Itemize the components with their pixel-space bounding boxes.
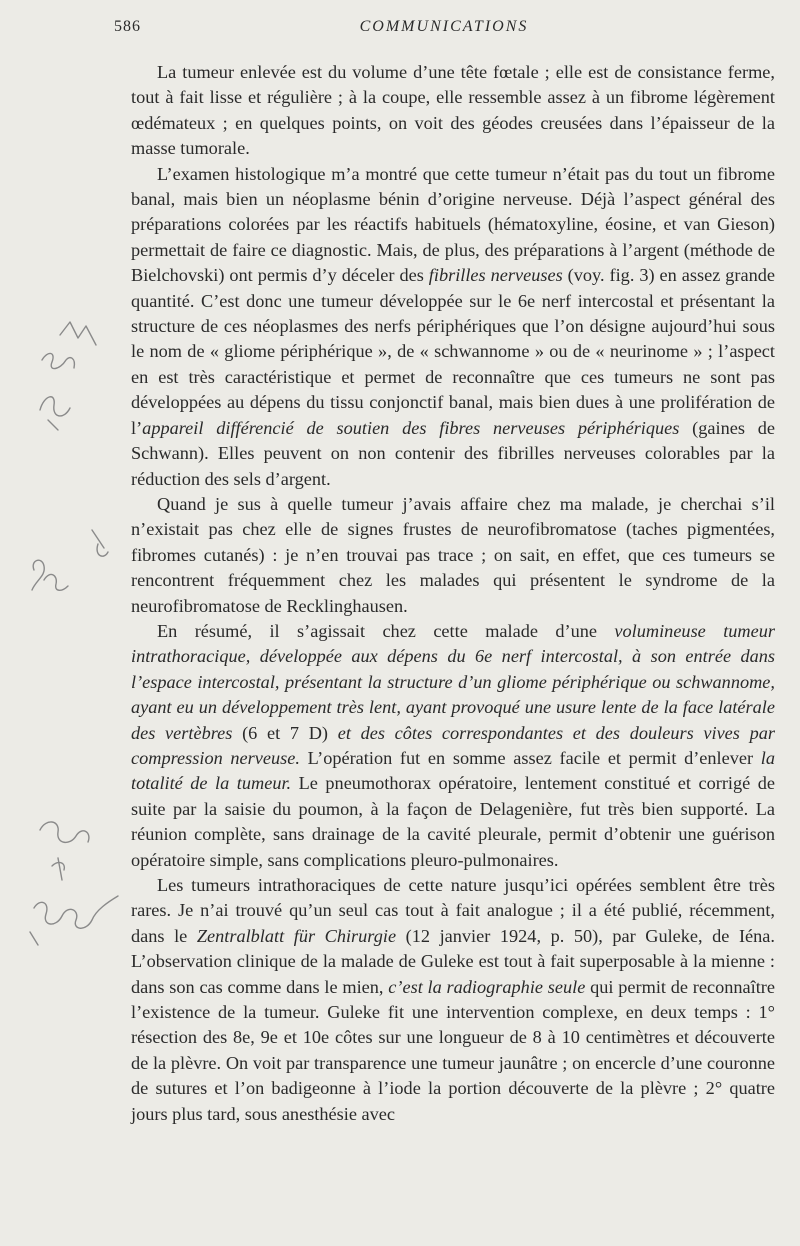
text-run: L’opération fut en somme assez facile et permit d’enlever [299,747,761,768]
text-run: L’examen histologique m’a montré que cette tumeur n’était pas du tout un fibrome banal, mais bien un néoplasme bénin d’origine nerveuse. Déjà l’aspect général des préparations colorées par les réactifs habituels (hématoxyline, éosine, et van Gieson) permettait de faire ce diagnostic. Mais, de plus, des préparations à l’argent (méthode de Bielchovski) ont permis d’y déceler des [131,163,775,286]
paragraph [131,60,775,162]
paragraph [131,619,775,873]
paragraph [131,162,775,492]
pencil-scribble [34,896,118,928]
italic-run: la totalité de la tumeur. [131,747,776,794]
pencil-scribble [30,932,38,945]
body-text [131,60,775,1127]
text-run: (6 et 7 D) [232,722,338,743]
paragraph [131,492,775,619]
italic-run: et des côtes correspondantes et des douleurs vives par compression nerveuse. [131,722,775,768]
header-title: COMMUNICATIONS [359,18,529,35]
pencil-scribble [52,858,64,880]
text-run: Quand je sus à quelle tumeur j’avais affaire chez ma malade, je cherchai s’il n’existait pas chez elle de signes frustes de neurofibromatose (taches pigmentées, fibromes cutanés) : je n’en trouvai pas trace ; on sait, en effet, que ces tumeurs se rencontrent fréquemment chez les malades qui présentent le syndrome de la neurofibromatose de Recklinghausen. [131,493,775,616]
text-run: qui permit de reconnaître l’existence de la tumeur. Guleke fit une intervention complexe, en deux temps : 1° résection des 8e, 9e et 10e côtes sur une longueur de 8 à 10 centimètres et découverte de la plèvre. On voit par transparence une tumeur jaunâtre ; on encercle d’une couronne de sutures et l’on badigeonne à l’iode la portion découverte de la plèvre ; 2° quatre jours plus tard, sous anesthésie avec [131,976,775,1124]
italic-run: appareil différencié de soutien des fibres nerveuses périphériques [142,417,680,438]
pencil-scribble [92,530,108,556]
italic-run: Zentralblatt für Chirurgie [196,925,397,946]
text-run: Les tumeurs intrathoraciques de cette nature jusqu’ici opérées semblent être très rares. Je n’ai trouvé qu’un seul cas tout à fait analogue ; il a été publié, récemment, dans le [131,875,775,946]
text-run: La tumeur enlevée est du volume d’une tête fœtale ; elle est de consistance ferme, tout à fait lisse et régulière ; à la coupe, elle ressemble assez à un fibrome légèrement œdémateux ; en quelques points, on voit des géodes creusées dans l’épaisseur de la masse tumorale. [131,62,775,159]
text-run: (12 janvier 1924, p. 50), par Guleke, de Iéna. L’observation clinique de la malade de Guleke est tout à fait superposable à la mienne : dans son cas comme dans le mien, [131,925,775,997]
text-run: En résumé, il s’agissait chez cette malade d’une [157,620,615,641]
pencil-scribble [42,353,74,368]
text-run: (gaines de Schwann). Elles peuvent on non contenir des fibrilles nerveuses colorables par la réduction des sels d’argent. [131,417,776,489]
running-head [114,18,774,42]
text-run: (voy. fig. 3) en assez grande quantité. C’est donc une tumeur développée sur le 6e nerf intercostal et présentant la structure de ces néoplasmes des nerfs périphériques que l’on désigne aujourd’hui sous le nom de « gliome périphérique », de « schwannome » ou de « neurinome » ; l’aspect en est très caractéristique et permet de reconnaître que ces tumeurs ne sont pas développées au dépens du tissu conjonctif banal, mais bien dues à une prolifération de l’ [131,265,776,438]
page-number: 586 [114,18,141,35]
pencil-scribble [32,560,68,590]
paragraph [131,873,775,1127]
italic-run: c’est la radiographie seule [388,976,586,997]
italic-run: fibrilles nerveuses [428,265,563,286]
pencil-scribble [40,397,70,430]
italic-run: volumineuse tumeur intrathoracique, développée aux dépens du 6e nerf intercostal, à son entrée dans l’espace intercostal, présentant la structure d’un gliome périphérique ou schwannome, ayant eu un développement très lent, ayant provoqué une usure lente de la face latérale des vertèbres [131,620,775,743]
pencil-scribble [60,322,96,345]
pencil-scribble [40,822,89,842]
text-run: Le pneumothorax opératoire, lentement constitué et corrigé de suite par la saisie du poumon, à la façon de Delagenière, fut très bien supporté. La réunion complète, sans drainage de la cavité pleurale, permit d’obtenir une guérison opératoire simple, sans complications pleuro-pulmonaires. [131,773,776,870]
pencil-annotations [0,0,130,1246]
